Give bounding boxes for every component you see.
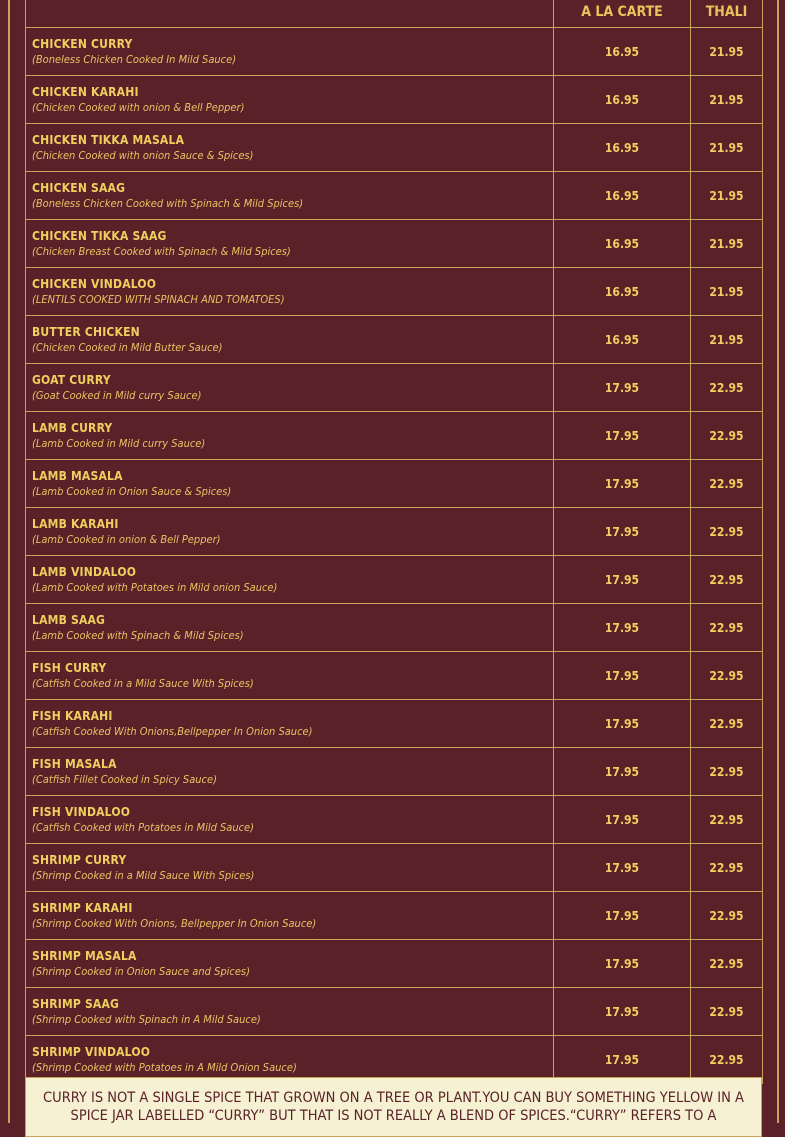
menu-row [26,940,763,988]
menu-row [26,316,763,364]
dish-description: (Lamb Cooked with Spinach & Mild Spices) [32,628,244,642]
dish-cell [26,796,554,844]
menu-row [26,796,763,844]
menu-header-row [26,0,763,28]
thali-price: 22.95 [691,988,763,1036]
dish-name: SHRIMP VINDALOO [32,1044,151,1059]
dish-name: FISH CURRY [32,660,107,675]
thali-price: 21.95 [691,220,763,268]
dish-cell [26,604,554,652]
menu-row [26,364,763,412]
a-la-carte-price: 17.95 [554,892,691,940]
dish-description: (Lamb Cooked in Mild curry Sauce) [32,436,206,450]
dish-name: CHICKEN KARAHI [32,84,139,99]
thali-price: 22.95 [691,364,763,412]
menu-row [26,76,763,124]
a-la-carte-price: 17.95 [554,940,691,988]
menu-row [26,988,763,1036]
menu-row [26,700,763,748]
dish-name: CHICKEN TIKKA SAAG [32,228,167,243]
dish-cell [26,220,554,268]
a-la-carte-price: 17.95 [554,364,691,412]
thali-price: 22.95 [691,748,763,796]
menu-row [26,172,763,220]
dish-name: CHICKEN SAAG [32,180,126,195]
dish-description: (Lamb Cooked with Potatoes in Mild onion Sauce) [32,580,278,594]
dish-description: (Chicken Breast Cooked with Spinach & Mild Spices) [32,244,291,258]
dish-cell [26,268,554,316]
thali-price: 22.95 [691,1036,763,1084]
thali-price: 22.95 [691,556,763,604]
dish-name: FISH VINDALOO [32,804,131,819]
thali-price: 21.95 [691,316,763,364]
a-la-carte-price: 17.95 [554,844,691,892]
menu-table [25,0,763,1084]
menu-row [26,556,763,604]
dish-cell [26,28,554,76]
a-la-carte-price: 17.95 [554,1036,691,1084]
menu-row [26,844,763,892]
dish-cell [26,844,554,892]
thali-price: 21.95 [691,124,763,172]
thali-price: 21.95 [691,172,763,220]
dish-cell [26,700,554,748]
thali-price: 22.95 [691,892,763,940]
menu-row [26,748,763,796]
menu-row [26,604,763,652]
menu-row [26,268,763,316]
left-frame-border [8,0,10,1123]
dish-cell [26,748,554,796]
thali-price: 22.95 [691,940,763,988]
dish-description: (Chicken Cooked in Mild Butter Sauce) [32,340,223,354]
menu-row [26,892,763,940]
dish-name: LAMB SAAG [32,612,106,627]
dish-description: (Shrimp Cooked with Potatoes in A Mild Onion Sauce) [32,1060,297,1074]
thali-price: 21.95 [691,76,763,124]
a-la-carte-price: 17.95 [554,796,691,844]
a-la-carte-price: 17.95 [554,652,691,700]
thali-column-header: THALI [691,0,763,28]
dish-description: (Chicken Cooked with onion Sauce & Spices) [32,148,254,162]
thali-price: 21.95 [691,28,763,76]
menu-row [26,652,763,700]
dish-name: FISH KARAHI [32,708,113,723]
dish-name: CHICKEN VINDALOO [32,276,157,291]
a-la-carte-price: 16.95 [554,316,691,364]
thali-price: 22.95 [691,844,763,892]
dish-name: LAMB VINDALOO [32,564,137,579]
dish-description: (Goat Cooked in Mild curry Sauce) [32,388,202,402]
dish-description: (Boneless Chicken Cooked In Mild Sauce) [32,52,237,66]
thali-price: 22.95 [691,700,763,748]
dish-name: LAMB KARAHI [32,516,119,531]
dish-name: SHRIMP SAAG [32,996,120,1011]
thali-price: 22.95 [691,412,763,460]
thali-price: 22.95 [691,652,763,700]
thali-price: 22.95 [691,796,763,844]
a-la-carte-price: 17.95 [554,700,691,748]
dish-description: (Catfish Cooked With Onions,Bellpepper In Onion Sauce) [32,724,313,738]
a-la-carte-price: 17.95 [554,460,691,508]
dish-cell [26,172,554,220]
menu-row [26,124,763,172]
dish-description: (Shrimp Cooked in Onion Sauce and Spices) [32,964,250,978]
a-la-carte-price: 16.95 [554,28,691,76]
dish-name: SHRIMP MASALA [32,948,137,963]
thali-price: 21.95 [691,268,763,316]
a-la-carte-price: 17.95 [554,604,691,652]
menu-body [26,28,763,1084]
right-frame-border [777,0,779,1123]
a-la-carte-price: 16.95 [554,172,691,220]
menu-row [26,28,763,76]
dish-name: SHRIMP CURRY [32,852,127,867]
menu-row [26,412,763,460]
dish-name: SHRIMP KARAHI [32,900,133,915]
dish-cell [26,892,554,940]
a-la-carte-price: 17.95 [554,412,691,460]
dish-cell [26,316,554,364]
dish-name: GOAT CURRY [32,372,111,387]
dish-name: CHICKEN TIKKA MASALA [32,132,185,147]
a-la-carte-price: 16.95 [554,124,691,172]
dish-cell [26,940,554,988]
menu-row [26,508,763,556]
dish-description: (Shrimp Cooked with Spinach in A Mild Sauce) [32,1012,261,1026]
menu-row [26,220,763,268]
dish-description: (Boneless Chicken Cooked with Spinach & Mild Spices) [32,196,304,210]
a-la-carte-price: 16.95 [554,220,691,268]
thali-price: 22.95 [691,508,763,556]
thali-price: 22.95 [691,604,763,652]
dish-name: CHICKEN CURRY [32,36,133,51]
dish-cell [26,76,554,124]
dish-description: (Lamb Cooked in Onion Sauce & Spices) [32,484,232,498]
a-la-carte-column-header: A LA CARTE [554,0,691,28]
a-la-carte-price: 16.95 [554,268,691,316]
a-la-carte-price: 17.95 [554,508,691,556]
a-la-carte-price: 17.95 [554,988,691,1036]
dish-cell [26,652,554,700]
dish-description: (Lamb Cooked in onion & Bell Pepper) [32,532,221,546]
dish-name: LAMB CURRY [32,420,113,435]
dish-description: (Shrimp Cooked in a Mild Sauce With Spices) [32,868,255,882]
dish-description: (Catfish Cooked in a Mild Sauce With Spices) [32,676,254,690]
dish-name: LAMB MASALA [32,468,123,483]
dish-cell [26,124,554,172]
thali-price: 22.95 [691,460,763,508]
dish-cell [26,412,554,460]
a-la-carte-price: 17.95 [554,748,691,796]
menu-row [26,460,763,508]
a-la-carte-price: 17.95 [554,556,691,604]
dish-cell [26,988,554,1036]
a-la-carte-price: 16.95 [554,76,691,124]
dish-name: FISH MASALA [32,756,117,771]
dish-cell [26,460,554,508]
dish-name: BUTTER CHICKEN [32,324,140,339]
curry-note: CURRY IS NOT A SINGLE SPICE THAT GROWN ON A TREE OR PLANT.YOU CAN BUY SOMETHING YELLOW IN A SPICE JAR LABELLED “CURRY” BUT THAT IS NOT REALLY A BLEND OF SPICES.“CURRY” REFERS TO A [25,1077,762,1137]
dish-cell [26,508,554,556]
dish-description: (Catfish Cooked with Potatoes in Mild Sauce) [32,820,255,834]
dish-description: (Chicken Cooked with onion & Bell Pepper) [32,100,245,114]
dish-cell [26,364,554,412]
dish-description: (Catfish Fillet Cooked in Spicy Sauce) [32,772,217,786]
dish-column-header [26,0,554,28]
dish-description: (Shrimp Cooked With Onions, Bellpepper In Onion Sauce) [32,916,317,930]
dish-cell [26,556,554,604]
dish-description: (LENTILS COOKED WITH SPINACH AND TOMATOES) [32,292,285,306]
